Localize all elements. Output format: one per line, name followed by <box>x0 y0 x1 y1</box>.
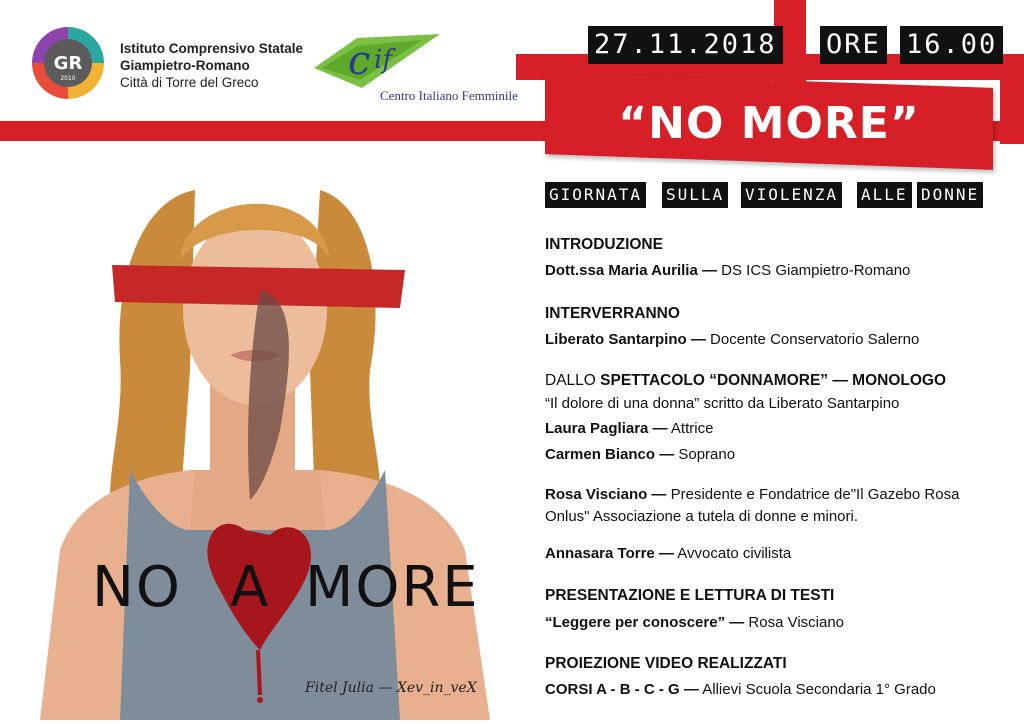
subtitle-word: SULLA <box>662 182 728 208</box>
subtitle-word: DONNE <box>917 182 983 208</box>
svg-text:if: if <box>374 45 392 75</box>
institute-line3: Città di Torre del Greco <box>120 75 259 90</box>
institute-line1: Istituto Comprensivo Statale <box>120 41 304 56</box>
school-logo-icon <box>30 25 106 101</box>
event-title: “NO MORE” <box>618 97 920 149</box>
interv-heading: INTERVERRANNO <box>545 305 680 322</box>
subtitle-word: ALLE <box>857 182 912 208</box>
pres-line: “Leggere per conoscere” — Rosa Visciano <box>545 614 845 631</box>
spett-desc: “Il dolore di una donna” scritto da Liberato Santarpino <box>545 395 900 412</box>
institute-line2: Giampietro-Romano <box>120 58 250 73</box>
laura-line: Laura Pagliara — Attrice <box>545 420 714 437</box>
subtitle-word: GIORNATA <box>545 182 646 208</box>
pres-heading: PRESENTAZIONE E LETTURA DI TESTI <box>545 587 835 604</box>
rosa-line: Rosa Visciano — Presidente e Fondatrice de"Il Gazebo Rosa <box>545 486 960 503</box>
gr-initials: GR <box>53 53 83 74</box>
svg-text:c: c <box>348 38 371 84</box>
red-frame-right <box>1000 54 1024 144</box>
poster-no: NO <box>92 555 182 620</box>
proj-heading: PROIEZIONE VIDEO REALIZZATI <box>545 655 787 672</box>
institute-name <box>120 40 303 91</box>
carmen-line: Carmen Bianco — Soprano <box>545 446 736 463</box>
woman-illustration <box>20 170 520 720</box>
event-time: 16.00 <box>900 26 1003 64</box>
poster-a: A <box>230 555 269 620</box>
cif-label: Centro Italiano Femminile <box>380 88 518 103</box>
interv-line: Liberato Santarpino — Docente Conservatorio Salerno <box>545 331 920 348</box>
proj-line: CORSI A - B - C - G — Allievi Scuola Secondaria 1° Grado <box>545 681 936 698</box>
event-date: 27.11.2018 <box>588 26 783 64</box>
ore-label: ORE <box>820 26 887 64</box>
artist-signature: Fitel Julia — Xev_in_veX <box>305 680 477 696</box>
gr-year: 2010 <box>60 75 76 82</box>
poster-more: MORE <box>305 555 480 620</box>
annasara-line: Annasara Torre — Avvocato civilista <box>545 545 792 562</box>
subtitle-word: VIOLENZA <box>741 182 842 208</box>
spett-heading: DALLO SPETTACOLO “DONNAMORE” — MONOLOGO <box>545 372 947 389</box>
intro-line: Dott.ssa Maria Aurilia — DS ICS Giampietro-Romano <box>545 262 911 279</box>
intro-heading: INTRODUZIONE <box>545 236 663 253</box>
rosa-line-2: Onlus" Associazione a tutela di donne e minori. <box>545 508 859 525</box>
